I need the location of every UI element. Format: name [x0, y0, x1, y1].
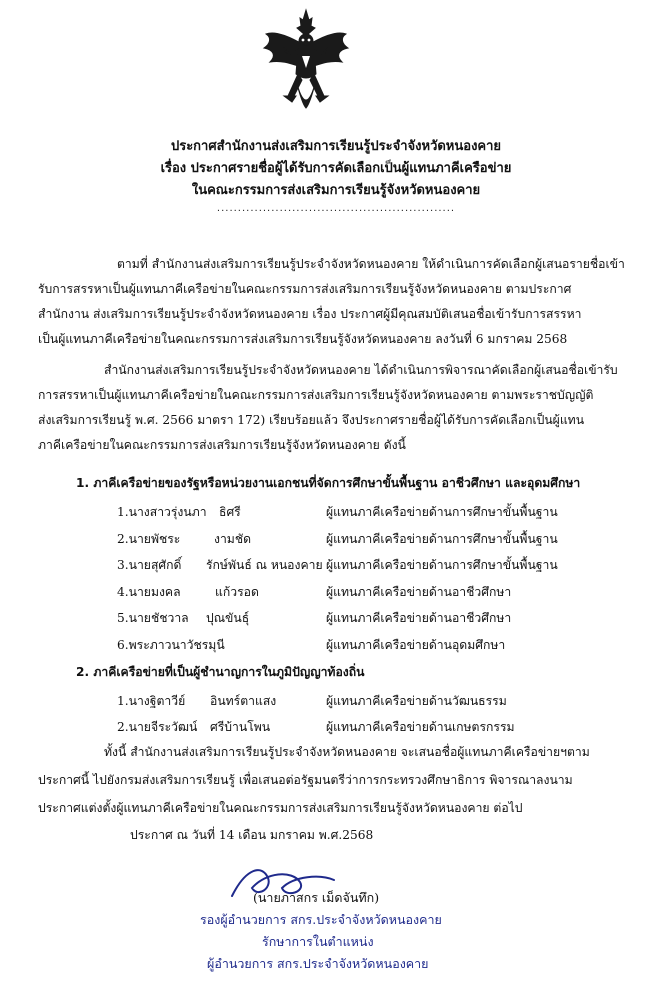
- title-line-2: เรื่อง ประกาศรายชื่อผู้ได้รับการคัดเลือกเป็นผู้แทนภาคีเครือข่าย: [160, 161, 512, 176]
- paragraph-1-line-1: ตามที่ สำนักงานส่งเสริมการเรียนรู้ประจำจังหวัดหนองคาย ให้ดำเนินการคัดเลือกผู้เสนอรายชื่อเข้า: [117, 257, 625, 271]
- member-surname: อินทร์ตาแสง: [210, 694, 277, 708]
- title-separator: .........................................................: [216, 203, 456, 214]
- list-item: [0, 503, 672, 523]
- garuda-emblem-icon: [262, 8, 350, 120]
- member-role: ผู้แทนภาคีเครือข่ายด้านเกษตรกรรม: [326, 720, 515, 734]
- member-role: ผู้แทนภาคีเครือข่ายด้านการศึกษาขั้นพื้นฐาน: [326, 532, 558, 546]
- section-2-heading: 2. ภาคีเครือข่ายที่เป็นผู้ชำนาญการในภูมิปัญญาท้องถิ่น: [76, 665, 365, 679]
- paragraph-2-line-2: การสรรหาเป็นผู้แทนภาคีเครือข่ายในคณะกรรมการส่งเสริมการเรียนรู้จังหวัดหนองคาย ตามพระราชบัญญัติ: [38, 388, 594, 402]
- list-item: [0, 609, 672, 629]
- member-surname: รักษ์พันธ์ ณ หนองคาย: [206, 558, 323, 572]
- member-role: ผู้แทนภาคีเครือข่ายด้านวัฒนธรรม: [326, 694, 507, 708]
- closing-line-3: ประกาศแต่งตั้งผู้แทนภาคีเครือข่ายในคณะกรรมการส่งเสริมการเรียนรู้จังหวัดหนองคาย ต่อไป: [38, 801, 523, 815]
- announcement-date: ประกาศ ณ วันที่ 14 เดือน มกราคม พ.ศ.2568: [130, 828, 374, 842]
- list-item: [0, 718, 672, 738]
- member-surname: แก้วรอด: [215, 585, 259, 599]
- title-line-3: ในคณะกรรมการส่งเสริมการเรียนรู้จังหวัดหนองคาย: [191, 183, 481, 198]
- list-item: [0, 692, 672, 712]
- member-surname: ศรีบ้านโพน: [210, 720, 271, 734]
- closing-line-2: ประกาศนี้ ไปยังกรมส่งเสริมการเรียนรู้ เพื่อเสนอต่อรัฐมนตรีว่าการกระทรวงศึกษาธิการ พิจารณาลงนาม: [38, 773, 573, 787]
- member-name: 2.นายจีระวัฒน์: [117, 720, 198, 734]
- paragraph-1-line-3: สำนักงาน ส่งเสริมการเรียนรู้ประจำจังหวัดหนองคาย เรื่อง ประกาศผู้มีคุณสมบัติเสนอชื่อเข้ารับการสรรหา: [38, 307, 582, 321]
- list-item: [0, 530, 672, 550]
- member-surname: ปุณขันธุ์: [206, 611, 250, 625]
- member-name: 2.นายพัชระ: [117, 532, 181, 546]
- member-surname: งามชัด: [214, 532, 252, 546]
- member-role: ผู้แทนภาคีเครือข่ายด้านอาชีวศึกษา: [326, 611, 512, 625]
- paragraph-2-line-3: ส่งเสริมการเรียนรู้ พ.ศ. 2566 มาตรา 172) เรียบร้อยแล้ว จึงประกาศรายชื่อผู้ได้รับการคัดเลือกเป็นผู้แทน: [38, 413, 585, 427]
- paragraph-2-line-1: สำนักงานส่งเสริมการเรียนรู้ประจำจังหวัดหนองคาย ได้ดำเนินการพิจารณาคัดเลือกผู้เสนอชื่อเข้ารับ: [104, 363, 618, 377]
- title-line-1: ประกาศสำนักงานส่งเสริมการเรียนรู้ประจำจังหวัดหนองคาย: [170, 139, 502, 154]
- member-name: 5.นายชัชวาล: [117, 611, 189, 625]
- signatory-name: (นายภาสกร เม็ดจันทึก): [253, 890, 380, 905]
- member-role: ผู้แทนภาคีเครือข่ายด้านอาชีวศึกษา: [326, 585, 512, 599]
- member-role: ผู้แทนภาคีเครือข่ายด้านอุดมศึกษา: [326, 638, 506, 652]
- announcement-title: [0, 136, 672, 216]
- list-item: [0, 583, 672, 603]
- member-name: 1.นางฐิตาวีย์: [117, 694, 186, 708]
- member-surname: ธิศรี: [219, 505, 241, 519]
- section-1-heading: 1. ภาคีเครือข่ายของรัฐหรือหน่วยงานเอกชนที่จัดการศึกษาขั้นพื้นฐาน อาชีวศึกษา และอุดมศึกษา: [76, 476, 581, 490]
- member-name: 6.พระภาวนาวัชรมุนี: [117, 638, 225, 652]
- list-item: [0, 556, 672, 576]
- member-name: 1.นางสาวรุ่งนภา: [117, 505, 207, 519]
- member-role: ผู้แทนภาคีเครือข่ายด้านการศึกษาขั้นพื้นฐาน: [326, 505, 558, 519]
- closing-line-1: ทั้งนี้ สำนักงานส่งเสริมการเรียนรู้ประจำจังหวัดหนองคาย จะเสนอชื่อผู้แทนภาคีเครือข่ายฯตาม: [104, 745, 590, 759]
- member-name: 3.นายสุศักดิ์: [117, 558, 182, 572]
- paragraph-1-line-4: เป็นผู้แทนภาคีเครือข่ายในคณะกรรมการส่งเสริมการเรียนรู้จังหวัดหนองคาย ลงวันที่ 6 มกราคม 2568: [38, 332, 568, 346]
- list-item: [0, 636, 672, 656]
- paragraph-1-line-2: รับการสรรหาเป็นผู้แทนภาคีเครือข่ายในคณะกรรมการส่งเสริมการเรียนรู้จังหวัดหนองคาย ตามประกาศ: [38, 282, 572, 296]
- signatory-position: รองผู้อำนวยการ สกร.ประจำจังหวัดหนองคาย: [200, 912, 442, 927]
- member-role: ผู้แทนภาคีเครือข่ายด้านการศึกษาขั้นพื้นฐาน: [326, 558, 558, 572]
- paragraph-2-line-4: ภาคีเครือข่ายในคณะกรรมการส่งเสริมการเรียนรู้จังหวัดหนองคาย ดังนี้: [38, 438, 406, 452]
- signatory-acting: รักษาการในตำแหน่ง: [262, 934, 374, 949]
- member-name: 4.นายมงคล: [117, 585, 181, 599]
- signatory-director: ผู้อำนวยการ สกร.ประจำจังหวัดหนองคาย: [207, 956, 429, 971]
